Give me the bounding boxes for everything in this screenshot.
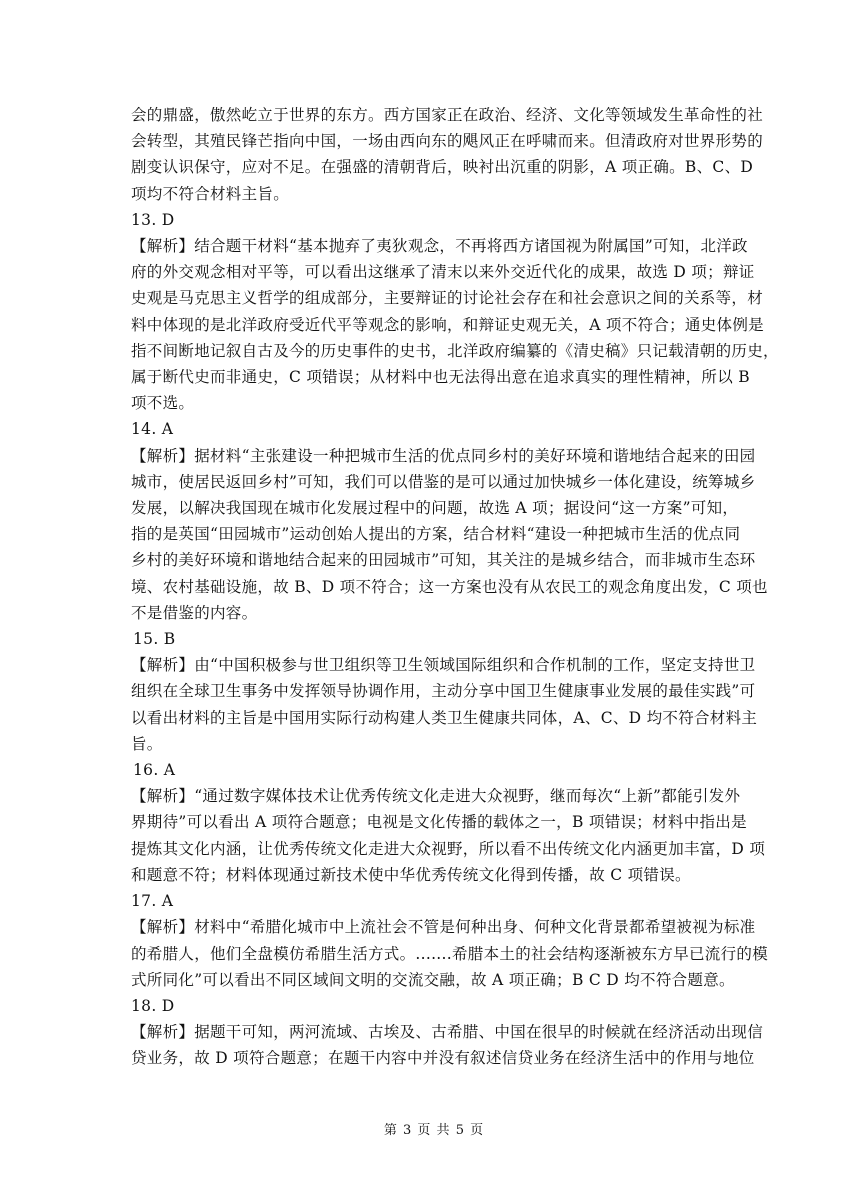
text-line: 府的外交观念相对平等，可以看出这继承了清末以来外交近代化的成果，故选 D 项；辩证 (131, 263, 755, 282)
explanation-paragraph (131, 443, 768, 626)
text-line: 项不选。 (131, 394, 195, 413)
text-line: 组织在全球卫生事务中发挥领导协调作用，主动分享中国卫生健康事业发展的最佳实践”可 (131, 682, 756, 701)
text-line: 料中体现的是北洋政府受近代平等观念的影响，和辩证史观无关，A 项不符合；通史体例是 (131, 315, 764, 334)
text-line: 城市，使居民返回乡村”可知，我们可以借鉴的是可以通过加快城乡一体化建设，统筹城乡 (131, 472, 756, 491)
answer-number: 17. A (131, 892, 174, 911)
text-line: 界期待”可以看出 A 项符合题意；电视是文化传播的载体之一，B 项错误；材料中指出是 (131, 813, 747, 832)
answer-number: 15. B (133, 630, 176, 649)
explanation-paragraph (131, 233, 779, 416)
text-line: 式所同化”可以看出不同区域间文明的交流交融，故 A 项正确；B C D 均不符合题意。 (131, 970, 735, 989)
answer-number: 18. D (131, 996, 175, 1015)
text-line: 以看出材料的主旨是中国用实际行动构建人类卫生健康共同体，A、C、D 均不符合材料主 (131, 708, 758, 727)
text-line: 和题意不符；材料体现通过新技术使中华优秀传统文化得到传播，故 C 项错误。 (131, 865, 691, 884)
page-footer: 第 3 页 共 5 页 (383, 1123, 485, 1138)
text-line: 剧变认识保守，应对不足。在强盛的清朝背后，映衬出沉重的阴影，A 项正确。B、C、D (131, 158, 754, 177)
text-line: 不是借鉴的内容。 (131, 603, 258, 622)
page-content (131, 102, 779, 1072)
answer-number: 14. A (131, 420, 174, 439)
text-line: 项均不符合材料主旨。 (131, 184, 290, 203)
text-line: 【解析】“通过数字媒体技术让优秀传统文化走进大众视野，继而每次“上新”都能引发外 (131, 787, 741, 806)
explanation-paragraph (131, 652, 758, 757)
text-line: 会转型，其殖民锋芒指向中国，一场由西向东的飓风正在呼啸而来。但清政府对世界形势的 (131, 132, 764, 151)
text-line: 【解析】由“中国积极参与世卫组织等卫生领域国际组织和合作机制的工作，坚定支持世卫 (131, 656, 756, 675)
explanation-paragraph (131, 914, 768, 993)
text-line: 指的是英国“田园城市”运动创始人提出的方案，结合材料“建设一种把城市生活的优点同 (131, 525, 741, 544)
explanation-paragraph (131, 1019, 764, 1071)
text-line: 境、农村基础设施，故 B、D 项不符合；这一方案也没有从农民工的观念角度出发，C 项也 (131, 577, 768, 596)
explanation-paragraph (131, 783, 766, 888)
text-line: 发展，以解决我国现在城市化发展过程中的问题，故选 A 项；据设问“这一方案”可知， (131, 499, 739, 518)
text-line: 【解析】据题干可知，两河流域、古埃及、古希腊、中国在很早的时候就在经济活动出现信 (131, 1023, 764, 1042)
text-line: 【解析】材料中“希腊化城市中上流社会不管是何种出身、何种文化背景都希望被视为标准 (131, 918, 756, 937)
text-line: 属于断代史而非通史，C 项错误；从材料中也无法得出意在追求真实的理性精神，所以 B (131, 368, 750, 387)
text-line: 会的鼎盛，傲然屹立于世界的东方。西方国家正在政治、经济、文化等领域发生革命性的社 (131, 106, 764, 124)
text-line: 旨。 (131, 734, 163, 753)
text-line: 提炼其文化内涵，让优秀传统文化走进大众视野，所以看不出传统文化内涵更加丰富，D 项 (131, 839, 766, 858)
explanation-paragraph (131, 102, 764, 207)
text-line: 史观是马克思主义哲学的组成部分，主要辩证的讨论社会存在和社会意识之间的关系等，材 (131, 289, 764, 308)
answer-number: 13. D (131, 210, 175, 229)
answer-number: 16. A (133, 761, 176, 780)
text-line: 【解析】结合题干材料“基本抛弃了夷狄观念，不再将西方诸国视为附属国”可知，北洋政 (131, 237, 748, 256)
text-line: 的希腊人，他们全盘模仿希腊生活方式。.......希腊本土的社会结构逐渐被东方早已流行的模 (131, 944, 768, 963)
text-line: 贷业务，故 D 项符合题意；在题干内容中并没有叙述信贷业务在经济生活中的作用与地位 (131, 1049, 755, 1068)
text-line: 指不间断地记叙自古及今的历史事件的史书，北洋政府编纂的《清史稿》只记载清朝的历史， (131, 341, 779, 360)
text-line: 乡村的美好环境和谐地结合起来的田园城市”可知，其关注的是城乡结合，而非城市生态环 (131, 551, 756, 570)
text-line: 【解析】据材料“主张建设一种把城市生活的优点同乡村的美好环境和谐地结合起来的田园 (131, 446, 756, 465)
